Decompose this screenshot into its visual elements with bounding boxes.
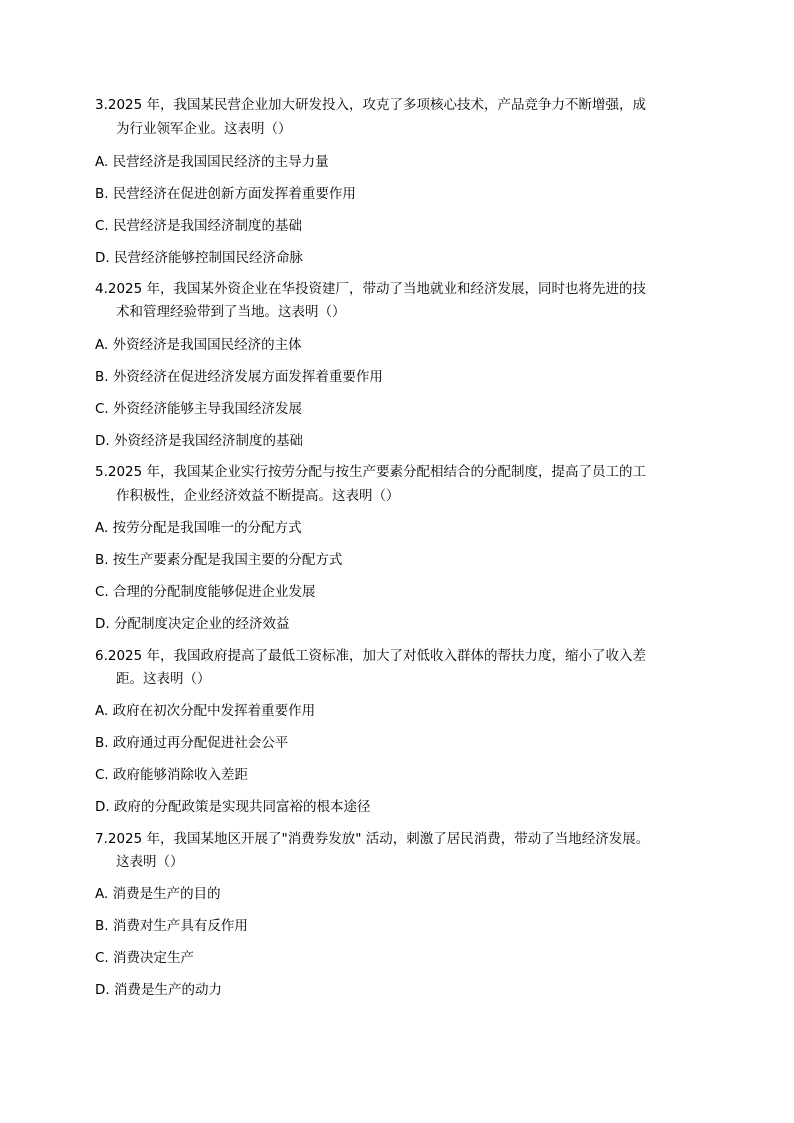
question-7-option-a: A. 消费是生产的目的 — [95, 886, 221, 902]
question-7-option-b: B. 消费对生产具有反作用 — [95, 918, 248, 934]
question-3-option-b: B. 民营经济在促进创新方面发挥着重要作用 — [95, 186, 356, 202]
question-6-stem-line-2: 距。这表明（） — [116, 671, 211, 687]
question-5-option-b: B. 按生产要素分配是我国主要的分配方式 — [95, 552, 343, 568]
question-5-stem-line-1: 5.2025 年，我国某企业实行按劳分配与按生产要素分配相结合的分配制度，提高了员工的工 — [95, 464, 647, 480]
question-5-stem-line-2: 作积极性，企业经济效益不断提高。这表明（） — [116, 488, 400, 504]
question-7-option-d: D. 消费是生产的动力 — [95, 982, 222, 998]
question-6-option-c: C. 政府能够消除收入差距 — [95, 767, 249, 783]
question-6-option-b: B. 政府通过再分配促进社会公平 — [95, 735, 289, 751]
question-3-stem-line-2: 为行业领军企业。这表明（） — [116, 121, 292, 137]
question-4-option-c: C. 外资经济能够主导我国经济发展 — [95, 401, 303, 417]
question-4-option-a: A. 外资经济是我国国民经济的主体 — [95, 337, 302, 353]
question-6-option-d: D. 政府的分配政策是实现共同富裕的根本途径 — [95, 799, 371, 815]
question-3-stem-line-1: 3.2025 年，我国某民营企业加大研发投入，攻克了多项核心技术，产品竞争力不断增强，成 — [95, 97, 647, 113]
question-3-option-a: A. 民营经济是我国国民经济的主导力量 — [95, 154, 329, 170]
question-6-stem-line-1: 6.2025 年，我国政府提高了最低工资标准，加大了对低收入群体的帮扶力度，缩小了收入差 — [95, 648, 647, 664]
question-4-stem-line-1: 4.2025 年，我国某外资企业在华投资建厂，带动了当地就业和经济发展，同时也将先进的技 — [95, 281, 647, 297]
question-4-option-d: D. 外资经济是我国经济制度的基础 — [95, 433, 303, 449]
question-3-option-c: C. 民营经济是我国经济制度的基础 — [95, 218, 303, 234]
question-5-option-a: A. 按劳分配是我国唯一的分配方式 — [95, 520, 302, 536]
question-4-stem-line-2: 术和管理经验带到了当地。这表明（） — [116, 304, 346, 320]
question-7-option-c: C. 消费决定生产 — [95, 950, 195, 966]
question-5-option-d: D. 分配制度决定企业的经济效益 — [95, 616, 290, 632]
question-5-option-c: C. 合理的分配制度能够促进企业发展 — [95, 584, 316, 600]
question-4-option-b: B. 外资经济在促进经济发展方面发挥着重要作用 — [95, 369, 383, 385]
question-6-option-a: A. 政府在初次分配中发挥着重要作用 — [95, 703, 316, 719]
question-7-stem-line-1: 7.2025 年，我国某地区开展了"消费券发放" 活动，刺激了居民消费，带动了当地经济发展。 — [95, 831, 650, 847]
question-7-stem-line-2: 这表明（） — [116, 854, 184, 870]
question-3-option-d: D. 民营经济能够控制国民经济命脉 — [95, 250, 303, 266]
